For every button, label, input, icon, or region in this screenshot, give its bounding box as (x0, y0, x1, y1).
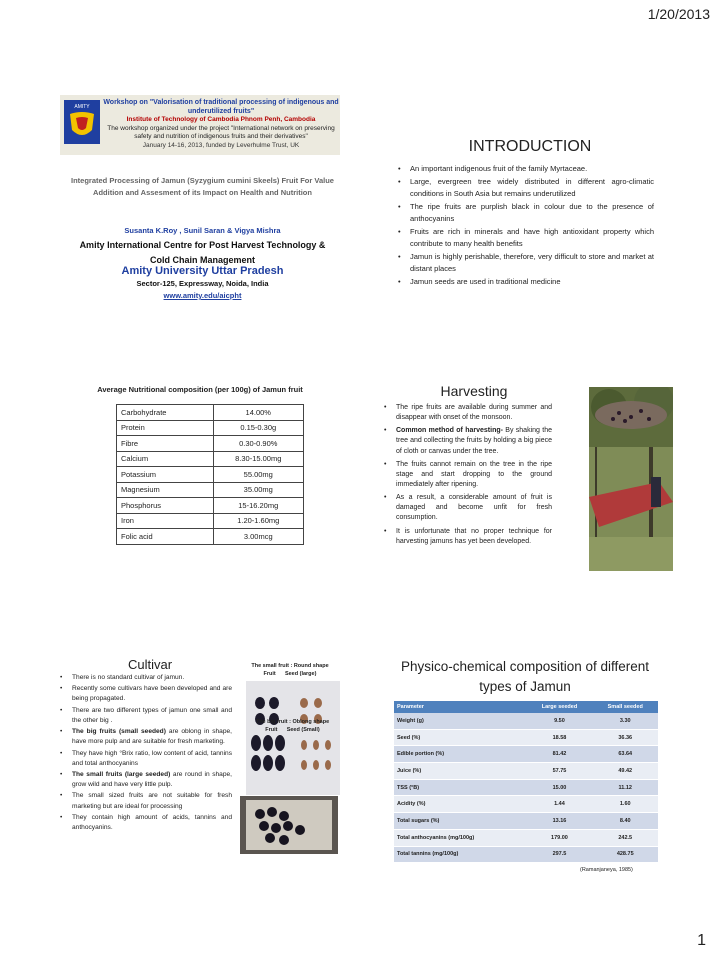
list-item (384, 527, 552, 547)
workshop-title: Workshop on "Valorisation of traditional processing of indigenous and underutilized fruits" (103, 99, 339, 116)
parameter-cell: Total sugars (%) (394, 813, 526, 830)
list-item (60, 706, 232, 726)
nutrient-value: 35.00mg (213, 482, 303, 498)
nutrient-name: Protein (117, 420, 214, 436)
list-item (60, 813, 232, 833)
large-seeded-cell: 1.44 (526, 796, 592, 813)
parameter-cell: Acidity (%) (394, 796, 526, 813)
harvesting-photo (589, 387, 673, 571)
list-item (60, 770, 232, 790)
large-seeded-cell: 179.00 (526, 829, 592, 846)
large-seeded-cell: 9.50 (526, 713, 592, 729)
caption-text: Fruit (265, 727, 278, 734)
caption-text: Seed (large) (284, 671, 317, 678)
parameter-cell: Edible portion (%) (394, 746, 526, 763)
list-item: • Jamun is highly perishable, therefore, very difficult to store and market at distant places (398, 251, 654, 275)
large-seeded-cell: 13.16 (526, 813, 592, 830)
table-row (394, 746, 658, 763)
list-item-text: By shaking the tree and collecting the fruits by holding a big piece of cloth or canvas under the tree. (396, 427, 552, 455)
nutrient-value: 14.00% (213, 405, 303, 421)
column-header: Large seeded (526, 701, 592, 713)
nutrient-name: Fibre (117, 436, 214, 452)
small-seeded-cell: 3.30 (592, 713, 658, 729)
harvesting-heading: Harvesting (440, 383, 508, 399)
table-row (394, 763, 658, 780)
nutrient-value: 0.15-0.30g (213, 420, 303, 436)
list-item-text: are oblong in shape, have more pulp and are suitable for fresh marketing. (72, 728, 232, 746)
list-item-text: There is no standard cultivar of jamun. (72, 674, 185, 681)
table-row (117, 405, 304, 421)
list-item-emphasis: Common method of harvesting- (396, 427, 503, 435)
list-item-text: They have high °Brix ratio, low content of acid, tannins and total anthocyanins (72, 749, 232, 767)
jamun-tray-photo (240, 796, 338, 854)
column-header: Parameter (394, 701, 526, 713)
parameter-cell: Total tannins (mg/100g) (394, 846, 526, 863)
small-seeded-cell: 242.5 (592, 829, 658, 846)
list-item: • Large, evergreen tree widely distributed in different agro-climatic conditions in South Asia but remains underutilized (398, 176, 654, 200)
list-item-emphasis: The small fruits (large seeded) (72, 770, 171, 778)
list-item (60, 791, 232, 811)
parameter-cell: Juice (%) (394, 763, 526, 780)
list-item: • Jamun seeds are used in traditional medicine (398, 276, 654, 288)
list-item-text: The small sized fruits are not suitable for fresh marketing but are ideal for processing (72, 792, 232, 810)
parameter-cell: Seed (%) (394, 729, 526, 746)
nutrient-value: 3.00mcg (213, 529, 303, 545)
list-item-text: The fruits cannot remain on the tree in the ripe stage and start dropping to the ground immediately after ripening. (396, 460, 552, 488)
list-item (384, 460, 552, 490)
table-row (117, 529, 304, 545)
list-item: • The ripe fruits are purplish black in colour due to the presence of anthocyanins (398, 201, 654, 225)
nutrient-name: Magnesium (117, 482, 214, 498)
small-seeded-cell: 11.12 (592, 779, 658, 796)
slide-date: 1/20/2013 (647, 6, 710, 22)
table-row (394, 846, 658, 863)
table-row (394, 713, 658, 729)
small-seeded-cell: 36.36 (592, 729, 658, 746)
cultivar-heading: Cultivar (127, 657, 173, 672)
nutrient-value: 15-16.20mg (213, 498, 303, 514)
table-row (117, 436, 304, 452)
table-row (394, 779, 658, 796)
nutrient-name: Carbohydrate (117, 405, 214, 421)
table-row (117, 513, 304, 529)
small-seeded-cell: 428.75 (592, 846, 658, 863)
list-item-text: As a result, a considerable amount of fruit is damaged and become unfit for fresh consumption. (396, 494, 552, 522)
small-seeded-cell: 49.42 (592, 763, 658, 780)
workshop-venue: Institute of Technology of Cambodia Phnom Penh, Cambodia (126, 116, 316, 124)
physico-chemical-table (394, 701, 658, 863)
jamun-fruit-photo (246, 681, 340, 795)
list-item (60, 749, 232, 769)
nutrient-name: Iron (117, 513, 214, 529)
small-fruit-caption (240, 662, 340, 679)
harvesting-list (384, 403, 552, 550)
nutrient-value: 8.30-15.00mg (213, 451, 303, 467)
nutrient-value: 1.20-1.60mg (213, 513, 303, 529)
cultivar-list (60, 673, 232, 834)
list-item-text: The ripe fruits are available during summer and disappear with onset of the monsoon. (396, 404, 552, 422)
small-seeded-cell: 8.40 (592, 813, 658, 830)
list-item-text: It is unfortunate that no proper technique for harvesting jamuns has yet been developed. (396, 527, 552, 545)
list-item: • An important indigenous fruit of the family Myrtaceae. (398, 163, 654, 175)
table-row (394, 829, 658, 846)
nutrient-name: Potassium (117, 467, 214, 483)
big-fruit-caption (245, 718, 340, 735)
nutrient-name: Phosphorus (117, 498, 214, 514)
table-row (394, 813, 658, 830)
table-row (117, 482, 304, 498)
table-row (117, 498, 304, 514)
nutrient-value: 0.30-0.90% (213, 436, 303, 452)
table-row (394, 796, 658, 813)
list-item (384, 403, 552, 423)
table-row (117, 420, 304, 436)
list-item-text: They contain high amount of acids, tannins and anthocyanins. (72, 813, 232, 832)
list-item-text: There are two different types of jamun one small and the other big . (72, 706, 232, 724)
large-seeded-cell: 57.75 (526, 763, 592, 780)
list-item (60, 727, 232, 747)
parameter-cell: Weight (g) (394, 713, 526, 729)
parameter-cell: TSS (°B) (394, 779, 526, 796)
large-seeded-cell: 81.42 (526, 746, 592, 763)
workshop-project: The workshop organized under the project "International network on preserving safety and nutrition of indigenous fruits and their derivatives" (107, 124, 335, 141)
nutrient-value: 55.00mg (213, 467, 303, 483)
list-item (60, 684, 232, 704)
university-name: Amity University Uttar Pradesh (121, 265, 284, 277)
project-title: Integrated Processing of Jamun (Syzygium cumini Skeels) Fruit For Value Addition and Assesment of its Impact on Health and Nutrition (71, 176, 334, 197)
logo-text: AMITY (74, 104, 90, 110)
large-seeded-cell: 18.58 (526, 729, 592, 746)
caption-text: Fruit (263, 671, 276, 678)
list-item (384, 493, 552, 523)
table-row (117, 467, 304, 483)
list-item-text: Recently some cultivars have been developed and are being propagated. (72, 685, 232, 703)
amity-logo (64, 100, 100, 144)
physico-chemical-heading: Physico-chemical composition of different types of Jamun (400, 659, 650, 695)
intro-heading: INTRODUCTION (468, 138, 592, 155)
intro-list (398, 163, 654, 289)
large-seeded-cell: 15.00 (526, 779, 592, 796)
page-number: 1 (697, 932, 706, 949)
list-item: • Fruits are rich in minerals and have high antioxidant property which contribute to many health benefits (398, 226, 654, 250)
list-item (60, 673, 232, 683)
centre-name: Amity International Centre for Post Harvest Technology & Cold Chain Management (79, 240, 326, 266)
parameter-cell: Total anthocyanins (mg/100g) (394, 829, 526, 846)
list-item-text: are round in shape, grow wild and have very little pulp. (72, 770, 232, 789)
reference: (Ramanjaneya, 1985) (580, 867, 633, 873)
nutrient-name: Calcium (117, 451, 214, 467)
small-seeded-cell: 1.60 (592, 796, 658, 813)
website-link[interactable]: www.amity.edu/aicpht (163, 291, 242, 300)
workshop-dates: January 14-16, 2013, funded by Leverhulme Trust, UK (142, 141, 300, 149)
nutrition-table (116, 404, 304, 545)
table-row (117, 451, 304, 467)
large-seeded-cell: 297.5 (526, 846, 592, 863)
list-item-emphasis: The big fruits (small seeded) (72, 728, 166, 736)
small-seeded-cell: 63.64 (592, 746, 658, 763)
table-row (394, 729, 658, 746)
nutrient-name: Folic acid (117, 529, 214, 545)
caption-text: The big fruit : Oblong shape (255, 719, 330, 725)
list-item (384, 426, 552, 456)
address: Sector-125, Expressway, Noida, India (136, 279, 269, 288)
nutrition-title: Average Nutritional composition (per 100g) of Jamun fruit (97, 385, 303, 394)
caption-text: The small fruit : Round shape (251, 663, 329, 669)
workshop-banner-text (103, 98, 339, 150)
authors: Susanta K.Roy , Sunil Saran & Vigya Mishra (124, 226, 281, 235)
column-header: Small seeded (592, 701, 658, 713)
caption-text: Seed (Small) (286, 727, 320, 734)
